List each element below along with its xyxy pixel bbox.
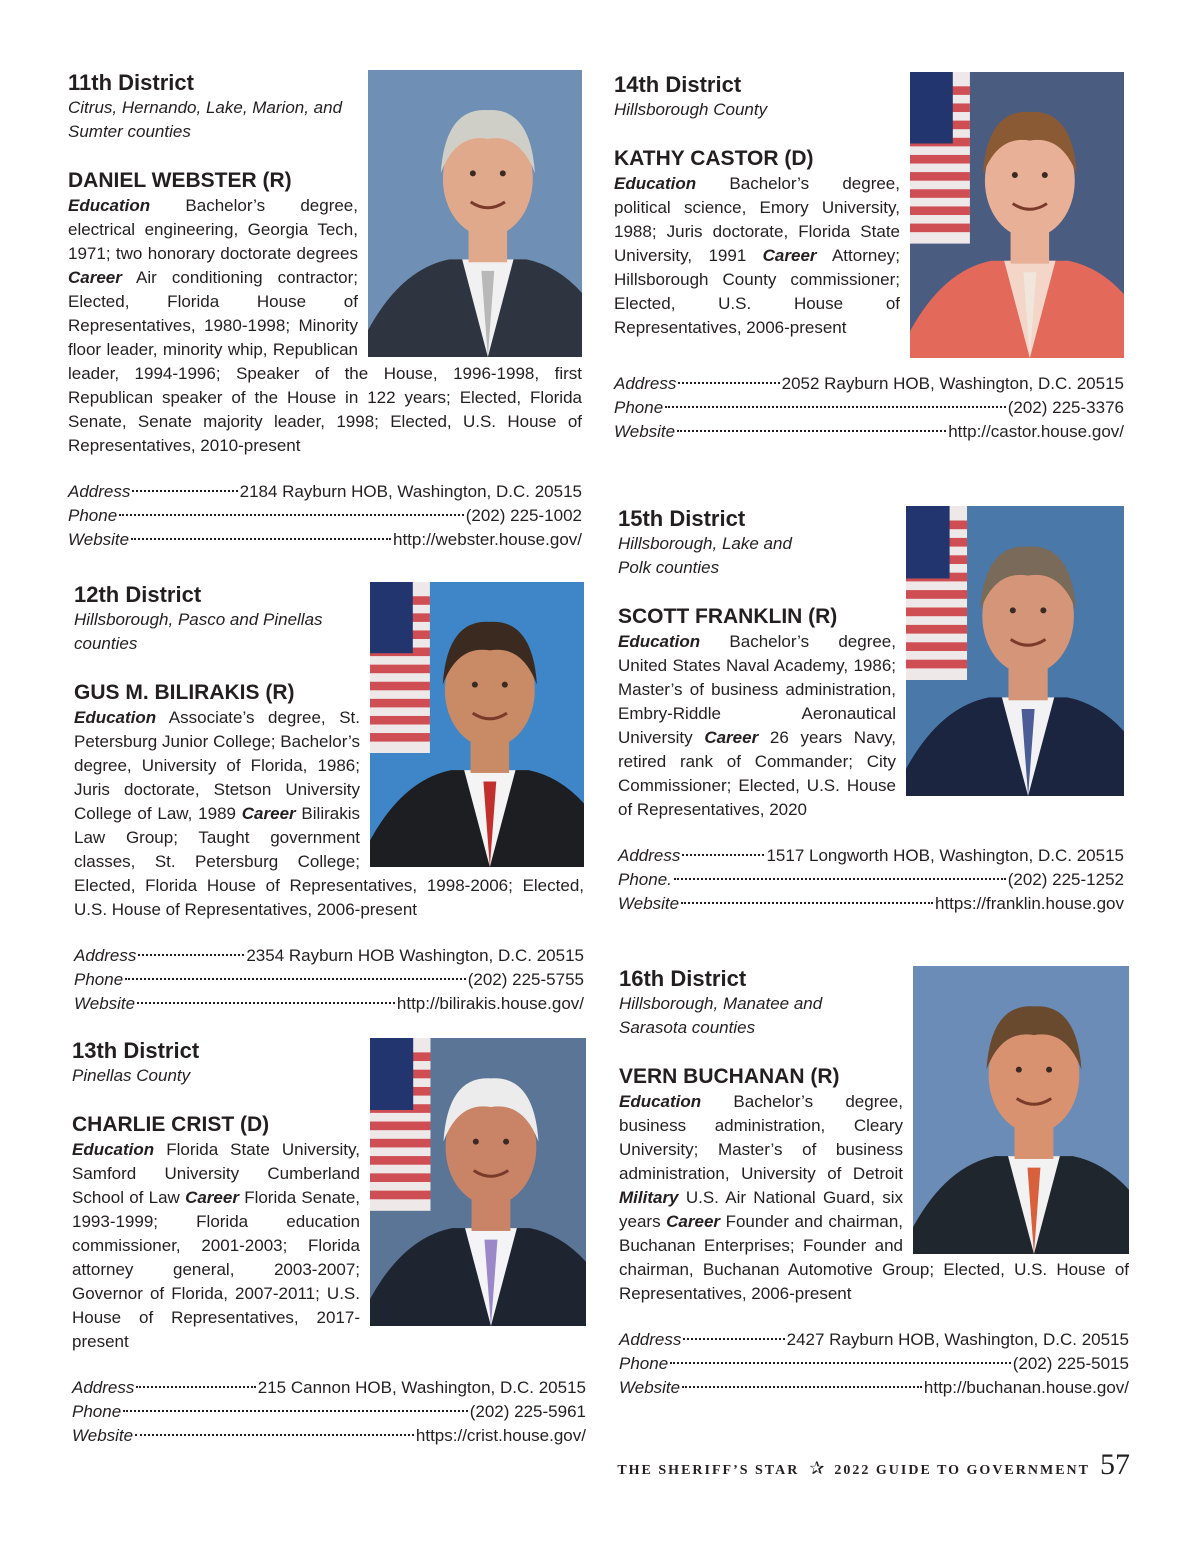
address-value: 2427 Rayburn HOB, Washington, D.C. 20515 [786,1330,1129,1349]
address-label: Address [619,1330,682,1349]
address-value: 1517 Longworth HOB, Washington, D.C. 20515 [766,846,1124,865]
phone-row [614,396,1124,420]
bio-text: U.S. Air National Guard, six years [619,1188,903,1231]
district-counties: Hillsborough County [614,100,768,119]
website-label: Website [618,894,680,913]
leader-dots [682,854,764,856]
district-heading: 11th District [68,70,194,95]
leader-dots [132,490,237,492]
leader-dots [665,406,1006,408]
portrait-photo [370,582,584,867]
website-link[interactable]: http://buchanan.house.gov/ [923,1378,1129,1397]
address-label: Address [72,1378,135,1397]
phone-label: Phone [619,1354,669,1373]
contact-info [72,1376,586,1448]
leader-dots [683,1338,784,1340]
district-entry-12 [74,582,584,1016]
bio-text: Bachelor’s degree, business administration, Cleary University; Master’s of business administration, University of Detroit [619,1092,903,1183]
address-value: 215 Cannon HOB, Washington, D.C. 20515 [257,1378,586,1397]
leader-dots [123,1410,468,1412]
representative-name: GUS M. BILIRAKIS (R) [74,681,295,704]
phone-row [74,968,584,992]
district-entry-15 [618,506,1124,916]
bio-text: Air conditioning contractor; Elected, Florida House of Representatives, 1980-1998; Minority floor leader, minority whip, Republican leader, 1994-1996; Speaker of the House, 1996-1998, first Republican speaker of the House in 122 years; Elected, Florida Senate, Senate majority leader, 1998; Elected, U.S. House of Representatives, 2010-present [68,268,582,455]
district-heading: 14th District [614,72,742,97]
leader-dots [677,430,946,432]
portrait-photo [913,966,1129,1254]
leader-dots [682,1386,922,1388]
portrait-photo [368,70,582,357]
phone-value: (202) 225-3376 [1007,398,1124,417]
representative-name: KATHY CASTOR (D) [614,147,814,170]
district-entry-16 [619,966,1129,1400]
website-link[interactable]: http://bilirakis.house.gov/ [396,994,584,1013]
bio-text: Bilirakis Law Group; Taught government classes, St. Petersburg College; Elected, Florida House of Representatives, 1998-2006; Elected, U.S. House of Representatives, 2006-present [74,804,584,919]
guide-title: 2022 GUIDE TO GOVERNMENT [834,1463,1090,1478]
bio-text: Bachelor’s degree, electrical engineering, Georgia Tech, 1971; two honorary doctorate degrees [68,196,358,263]
leader-dots [131,538,391,540]
address-label: Address [614,374,677,393]
page-number: 57 [1100,1448,1130,1481]
bio-text: Florida State University, Samford University Cumberland School of Law [72,1140,360,1207]
district-counties: Hillsborough, Manatee and Sarasota counties [619,994,823,1037]
phone-label: Phone [68,506,118,525]
leader-dots [135,1434,414,1436]
bio-label: Military [619,1188,679,1207]
contact-info [618,844,1124,916]
leader-dots [670,1362,1011,1364]
district-entry-14 [614,72,1124,444]
website-row [619,1376,1129,1400]
website-row [614,420,1124,444]
address-label: Address [68,482,131,501]
district-heading: 12th District [74,582,202,607]
website-row [68,528,582,552]
website-row [74,992,584,1016]
website-label: Website [619,1378,681,1397]
leader-dots [119,514,464,516]
address-value: 2354 Rayburn HOB Washington, D.C. 20515 [246,946,584,965]
portrait-photo [910,72,1124,358]
contact-info [74,944,584,1016]
bio-label: Career [704,728,759,747]
phone-value: (202) 225-1252 [1007,870,1124,889]
address-row [68,480,582,504]
phone-value: (202) 225-1002 [465,506,582,525]
district-counties: Hillsborough, Pasco and Pinellas counties [74,610,323,653]
representative-name: VERN BUCHANAN (R) [619,1065,840,1088]
phone-label: Phone [74,970,124,989]
leader-dots [674,878,1006,880]
bio-label: Education [74,708,157,727]
website-row [72,1424,586,1448]
district-entry-11 [68,70,582,552]
bio-label: Education [618,632,701,651]
district-counties: Citrus, Hernando, Lake, Marion, and Sumter counties [68,98,343,141]
phone-row [619,1352,1129,1376]
bio-label: Education [619,1092,702,1111]
leader-dots [681,902,933,904]
leader-dots [125,978,466,980]
address-row [619,1328,1129,1352]
bio-label: Career [68,268,122,287]
bio-label: Career [666,1212,721,1231]
star-icon: ✰ [809,1458,825,1478]
contact-info [68,480,582,552]
address-row [614,372,1124,396]
contact-info [619,1328,1129,1400]
website-row [618,892,1124,916]
website-link[interactable]: https://crist.house.gov/ [415,1426,586,1445]
bio-text: Bachelor’s degree, political science, Emory University, 1988; Juris doctorate, Florida State University, 1991 [614,174,900,265]
bio-text: Bachelor’s degree, United States Naval Academy, 1986; Master’s of business administration, Embry-Riddle Aeronautical University [618,632,896,747]
district-heading: 13th District [72,1038,200,1063]
website-label: Website [614,422,676,441]
phone-row [618,868,1124,892]
bio-text: Florida Senate, 1993-1999; Florida education commissioner, 2001-2003; Florida attorney general, 2003-2007; Governor of Florida, 2007-2011; U.S. House of Representatives, 2017-present [72,1188,361,1351]
representative-name: CHARLIE CRIST (D) [72,1113,270,1136]
bio-label: Education [72,1140,155,1159]
district-heading: 15th District [618,506,746,531]
bio-text: 26 years Navy, retired rank of Commander; City Commissioner; Elected, U.S. House of Representatives, 2020 [618,728,896,819]
bio-label: Career [185,1188,239,1207]
phone-label: Phone [614,398,664,417]
website-label: Website [68,530,130,549]
district-entry-13 [72,1038,586,1448]
website-link[interactable]: http://castor.house.gov/ [948,422,1124,441]
phone-row [72,1400,586,1424]
website-link[interactable]: https://franklin.house.gov [934,894,1124,913]
address-row [618,844,1124,868]
representative-name: SCOTT FRANKLIN (R) [618,605,838,628]
portrait-photo [906,506,1124,796]
website-label: Website [74,994,136,1013]
publication-name: THE SHERIFF’S STAR [617,1463,800,1478]
phone-row [68,504,582,528]
bio-label: Career [762,246,817,265]
bio-label: Education [614,174,697,193]
bio-text: Founder and chairman, Buchanan Enterprises; Founder and chairman, Buchanan Automotive Group; Elected, U.S. House of Representatives, 2006-present [619,1212,1129,1303]
portrait-photo [370,1038,586,1326]
phone-label: Phone [72,1402,122,1421]
bio-text: Attorney; Hillsborough County commissioner; Elected, U.S. House of Representatives, 2006-present [614,246,900,337]
phone-value: (202) 225-5755 [467,970,584,989]
address-label: Address [74,946,137,965]
leader-dots [678,382,779,384]
page-footer [617,1448,1130,1482]
address-label: Address [618,846,681,865]
phone-label: Phone. [618,870,672,889]
phone-value: (202) 225-5015 [1012,1354,1129,1373]
address-value: 2184 Rayburn HOB, Washington, D.C. 20515 [239,482,582,501]
bio-text: Associate’s degree, St. Petersburg Junior College; Bachelor’s degree, University of Florida, 1986; Juris doctorate, Stetson University College of Law, 1989 [74,708,360,823]
leader-dots [136,1386,255,1388]
website-link[interactable]: http://webster.house.gov/ [392,530,582,549]
district-counties: Pinellas County [72,1066,191,1085]
phone-value: (202) 225-5961 [469,1402,586,1421]
website-label: Website [72,1426,134,1445]
bio-label: Career [241,804,296,823]
district-heading: 16th District [619,966,747,991]
bio-label: Education [68,196,151,215]
leader-dots [137,1002,395,1004]
address-row [72,1376,586,1400]
representative-name: DANIEL WEBSTER (R) [68,169,292,192]
district-counties: Hillsborough, Lake and Polk counties [618,534,792,577]
contact-info [614,362,1124,444]
address-row [74,944,584,968]
leader-dots [138,954,244,956]
address-value: 2052 Rayburn HOB, Washington, D.C. 20515 [781,374,1124,393]
